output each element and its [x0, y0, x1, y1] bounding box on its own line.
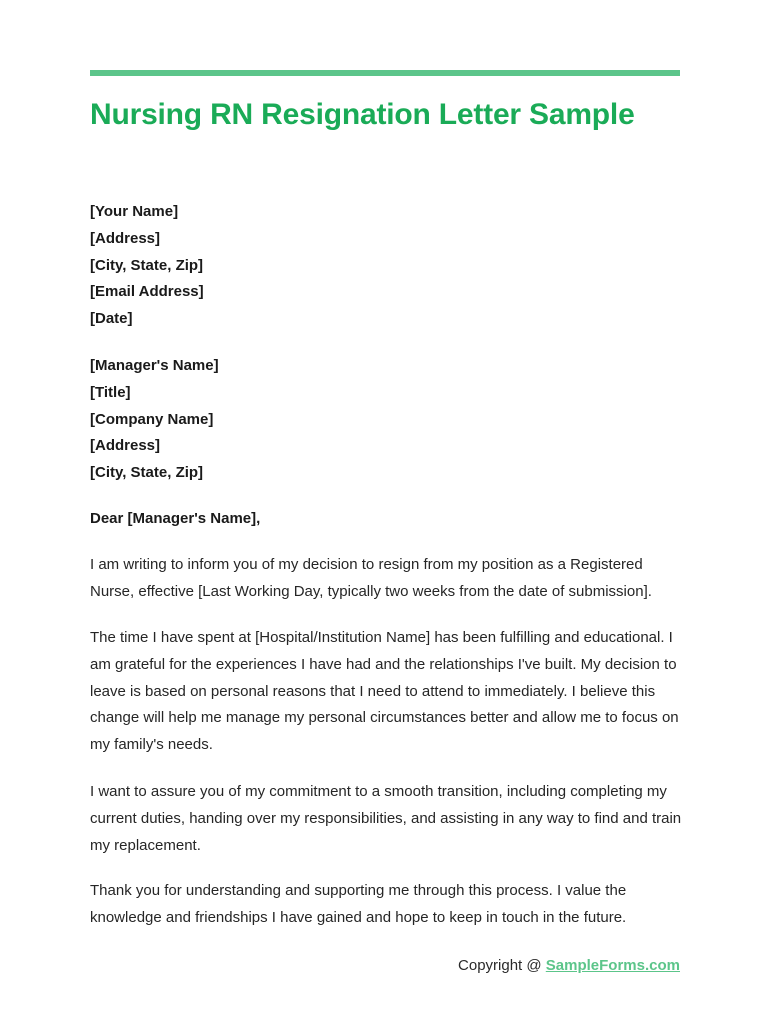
- sender-name: [Your Name]: [90, 203, 179, 220]
- page-title: Nursing RN Resignation Letter Sample: [90, 98, 635, 131]
- recipient-address-block: [90, 353, 219, 487]
- paragraph-thanks: Thank you for understanding and supporting me through this process. I value the knowledge and friendships I have gained and hope to keep in touch in the future.: [90, 882, 627, 926]
- paragraph-intro: I am writing to inform you of my decision to resign from my position as a Registered Nurse, effective [Last Working Day, typically two weeks from the date of submission].: [90, 556, 652, 600]
- copyright-text: Copyright @: [458, 957, 546, 974]
- recipient-city-state-zip: [City, State, Zip]: [90, 464, 204, 482]
- sender-date: [Date]: [90, 310, 133, 328]
- salutation-block: [90, 506, 260, 533]
- sender-address: [Address]: [90, 229, 161, 247]
- recipient-title: [Title]: [90, 383, 131, 401]
- recipient-address: [Address]: [90, 437, 161, 455]
- copyright-footer: [458, 957, 680, 974]
- paragraph-reasons: The time I have spent at [Hospital/Institution Name] has been fulfilling and educational. I am grateful for the experiences I have had and the relationships I've built. My decision to leave is based on personal reasons that I need to attend to immediately. I believe this change will help me manage my personal circumstances better and allow me to focus on my family's needs.: [90, 629, 679, 754]
- header-accent-bar: [90, 70, 680, 76]
- brand-link[interactable]: SampleForms.com: [545, 957, 680, 974]
- salutation: Dear [Manager's Name],: [90, 510, 261, 527]
- sender-city-state-zip: [City, State, Zip]: [90, 256, 204, 274]
- sender-address-block: [90, 199, 204, 333]
- recipient-company: [Company Name]: [90, 410, 214, 428]
- paragraph-transition: I want to assure you of my commitment to a smooth transition, including completing my current duties, handing over my responsibilities, and assisting in any way to find and train my replacement.: [90, 783, 682, 854]
- sender-email: [Email Address]: [90, 283, 204, 301]
- recipient-name: [Manager's Name]: [90, 357, 219, 374]
